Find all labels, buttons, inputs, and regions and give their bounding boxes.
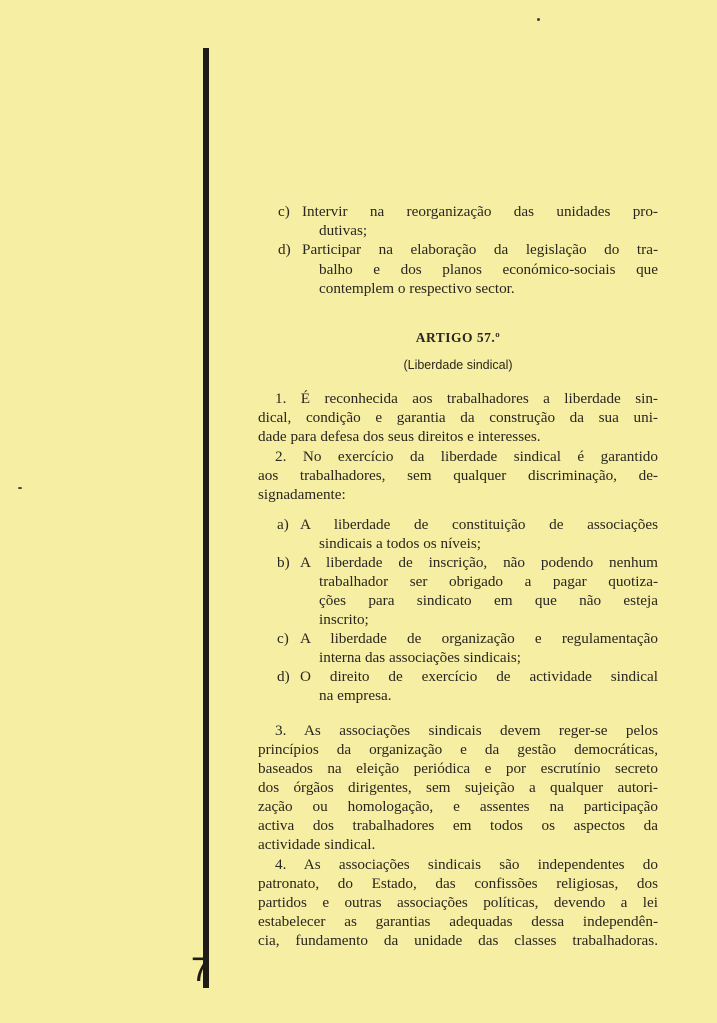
item-d-line: na empresa. xyxy=(319,687,392,704)
item-d-marker: d) xyxy=(277,668,290,685)
item-a-line: A liberdade de constituição de associações xyxy=(300,516,658,533)
item-b-line: inscrito; xyxy=(319,611,369,628)
item-d-line: O direito de exercício de actividade sindical xyxy=(300,668,658,685)
para3-line: zação ou homologação, e assentes na participação xyxy=(258,798,658,815)
para3-line: 3. As associações sindicais devem reger-se pelos xyxy=(275,722,658,739)
para2-line: aos trabalhadores, sem qualquer discriminação, de- xyxy=(258,467,658,484)
item-a-marker: a) xyxy=(277,516,289,533)
item-b-line: ções para sindicato em que não esteja xyxy=(319,592,658,609)
para3-line: actividade sindical. xyxy=(258,836,376,853)
item-b-line: trabalhador ser obrigado a pagar quotiza- xyxy=(319,573,658,590)
intro-item-c-line: dutivas; xyxy=(319,222,368,239)
article-title: ARTIGO 57.º xyxy=(415,330,501,345)
para1-line: dade para defesa dos seus direitos e interesses. xyxy=(258,428,541,445)
intro-item-d-line: Participar na elaboração da legislação do tra- xyxy=(302,241,658,258)
intro-item-d-marker: d) xyxy=(278,241,291,258)
para3-line: activa dos trabalhadores em todos os aspectos da xyxy=(258,817,658,834)
para4-line: estabelecer as garantias adequadas dessa independên- xyxy=(258,913,658,930)
intro-item-c-marker: c) xyxy=(278,203,290,220)
item-c-line: A liberdade de organização e regulamentação xyxy=(300,630,658,647)
item-c-line: interna das associações sindicais; xyxy=(319,649,522,666)
para4-line: patronato, do Estado, das confissões religiosas, dos xyxy=(258,875,658,892)
para3-line: princípios da organização e da gestão democráticas, xyxy=(258,741,658,758)
item-b-line: A liberdade de inscrição, não podendo nenhum xyxy=(300,554,658,571)
para3-line: dos órgãos dirigentes, sem sujeição a qualquer autori- xyxy=(258,779,658,796)
para3-line: baseados na eleição periódica e por escrutínio secreto xyxy=(258,760,658,777)
article-subtitle: (Liberdade sindical) xyxy=(403,358,513,372)
para2-line: 2. No exercício da liberdade sindical é garantido xyxy=(275,448,658,465)
scan-speck xyxy=(18,487,22,489)
intro-item-d-line: balho e dos planos económico-sociais que xyxy=(319,261,658,278)
para1-line: 1. É reconhecida aos trabalhadores a liberdade sin- xyxy=(275,390,658,407)
para4-line: partidos e outras associações políticas, devendo a lei xyxy=(258,894,658,911)
para1-line: dical, condição e garantia da construção da sua uni- xyxy=(258,409,658,426)
para4-line: cia, fundamento da unidade das classes trabalhadoras. xyxy=(258,932,658,949)
intro-item-c-line: Intervir na reorganização das unidades pro- xyxy=(302,203,658,220)
intro-item-d-line: contemplem o respectivo sector. xyxy=(319,280,515,297)
margin-rule xyxy=(203,48,209,988)
scan-speck xyxy=(537,18,540,21)
para2-line: signadamente: xyxy=(258,486,346,503)
item-b-marker: b) xyxy=(277,554,290,571)
page-number: 7 xyxy=(191,951,210,989)
item-c-marker: c) xyxy=(277,630,289,647)
para4-line: 4. As associações sindicais são independentes do xyxy=(275,856,658,873)
item-a-line: sindicais a todos os níveis; xyxy=(319,535,481,552)
